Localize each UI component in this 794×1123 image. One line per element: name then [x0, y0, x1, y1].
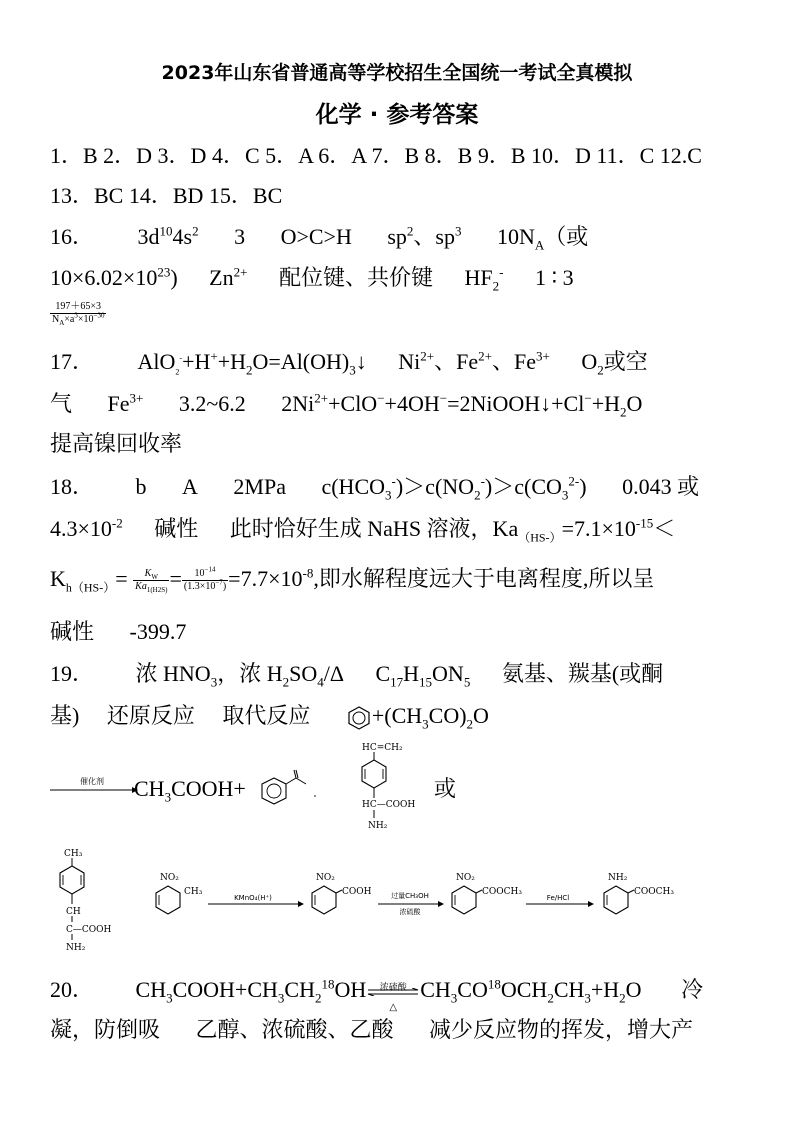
q16-config: $3d^{10}4s^2$	[137, 223, 199, 249]
svg-text:CH₃: CH₃	[184, 887, 203, 897]
svg-text:NH₂: NH₂	[66, 943, 86, 952]
svg-text:COOH: COOH	[342, 887, 372, 897]
svg-text:HC—COOH: HC—COOH	[362, 800, 416, 810]
q18-number: 18．	[50, 474, 95, 499]
q20-condition-arrow: 浓硫酸 △	[366, 978, 420, 1006]
page-subtitle: 化学 · 参考答案	[315, 102, 479, 128]
q18-line2: $4.3\times 10^{-2}$ 碱性 此时恰好生成 NaHS 溶液，$Ka_{(HS-)}=7.1\times 10^{-15}<$	[50, 515, 676, 545]
q20-line2: 凝，防倒吸 乙醇、浓硫酸、乙酸 减少反应物的挥发，增大产	[50, 1017, 694, 1042]
q19-line1: 19． 浓 $HNO_3$，浓 $H_2SO_4/\Delta$ $C_{17}H_{15}ON_5$ 氨基、羰基(或酮	[50, 661, 664, 690]
svg-text:NH₂: NH₂	[368, 821, 388, 831]
catalyst-label: 催化剂	[80, 777, 104, 786]
q16-line3	[50, 298, 106, 326]
vinyl-amino-acid-structure	[350, 740, 430, 832]
q16-electroneg: O>C>H	[280, 224, 352, 249]
q17-line1	[50, 348, 648, 376]
q17-ph-range: 3.2~6.2	[178, 391, 246, 416]
mc-answers-line2: 13．BC 14．BD 15．BC	[50, 183, 283, 208]
svg-text:COOCH₃: COOCH₃	[482, 887, 522, 897]
q17-eq1: $AlO_2^-+H^++H_2O=Al(OH)_3↓$	[137, 348, 367, 378]
acetophenone-structure	[258, 768, 318, 808]
q18-enthalpy: -399.7	[129, 619, 187, 644]
q17-o2: $O_2$或空	[581, 349, 648, 378]
q18-concentration-order: $c(HCO_3^-)>c(NO_2^-)>c(CO_3^{2-})$	[321, 473, 587, 503]
svg-text:COOCH₃: COOCH₃	[634, 887, 674, 897]
q16-bond: 配位键、共价键	[278, 265, 433, 290]
q18-line4: 碱性 -399.7	[50, 619, 187, 644]
q19-formula: $C_{17}H_{15}ON_5$	[375, 661, 471, 690]
q19-product-line: $CH_3COOH+$	[134, 776, 246, 805]
synthesis-scheme	[48, 842, 758, 952]
q16-hf: $HF_2^-$	[464, 264, 504, 294]
catalyst-arrow	[48, 770, 138, 800]
q17-number: 17．	[50, 349, 95, 374]
svg-text:Fe/HCl: Fe/HCl	[546, 894, 570, 902]
q19-number: 19．	[50, 661, 95, 686]
q19-or: 或	[434, 776, 457, 801]
q18-kh-fraction1: $\frac{K_W}{Ka_{1(H2S)}}$	[135, 568, 168, 595]
q20-line1: 20． $CH_3COOH+CH_3CH_2^{18}OH$ 浓硫酸 △ $CH_3CO^{18}OCH_2CH_3+H_2O$ 冷	[50, 976, 704, 1013]
svg-text:HC=CH₂: HC=CH₂	[362, 743, 403, 753]
svg-text:NO₂: NO₂	[316, 873, 335, 883]
q16-zn: $Zn^{2+}$	[209, 264, 248, 290]
svg-text:CH: CH	[66, 907, 81, 917]
benzene-ring-icon	[346, 705, 372, 731]
q16-hybrid: $sp^2$、$sp^3$	[387, 223, 462, 249]
q18-line3: $K_{h(HS-)}=$ $\frac{K_W}{Ka_{1(H2S)}}$ = $\frac{10^{-14}}{(1.3\times 10^{-7})}$ $=7.7\times 10^{-8}$,即水解程度远大于电离程度,所以呈	[50, 565, 655, 595]
svg-text:NO₂: NO₂	[456, 873, 475, 883]
q16-line2	[50, 264, 574, 292]
svg-text:CH₃: CH₃	[64, 849, 83, 859]
q16-density-fraction: $\frac{197+65\times 3}{N_A\times a^3\times 10^{-30}}$	[52, 301, 105, 328]
q19-line2: 基) 还原反应 取代反应 $+(CH_3CO)_2O$	[50, 703, 489, 732]
q16-na: $10N_A$（或	[496, 224, 589, 253]
page-title: 2023年山东省普通高等学校招生全国统一考试全真模拟	[161, 62, 633, 84]
q16-line1	[50, 223, 588, 251]
q16-na-value: $10\times 6.02\times 10^{23}$)	[50, 264, 178, 290]
mc-answers-line1: 1．B 2．D 3．D 4．C 5．A 6．A 7．B 8．B 9．B 10．D 11．C 12.C	[50, 143, 702, 168]
q20-equation: $CH_3COOH+CH_3CH_2^{18}OH$	[135, 976, 367, 1006]
q16-ratio: 1 ∶ 3	[534, 265, 574, 290]
svg-text:NO₂: NO₂	[160, 873, 179, 883]
q17-line2: 气 $Fe^{3+}$ 3.2~6.2 $2Ni^{2+}+ClO^-+4OH^-=2NiOOH↓+Cl^-+H_2O$	[50, 390, 643, 420]
q17-fe: $Fe^{3+}$	[107, 390, 144, 416]
q16-a2: 3	[234, 224, 246, 249]
q17-eq2: $2Ni^{2+}+ClO^-+4OH^-=2NiOOH↓+Cl^-+H_2O$	[281, 390, 643, 420]
svg-text:浓硫酸: 浓硫酸	[399, 908, 421, 916]
q17-ions: $Ni^{2+}$、$Fe^{2+}$、$Fe^{3+}$	[398, 348, 550, 374]
svg-text:过量CH₃OH: 过量CH₃OH	[391, 892, 429, 900]
q16-number: 16．	[50, 224, 95, 249]
q18-kh-fraction2: $\frac{10^{-14}}{(1.3\times 10^{-7})}$	[183, 566, 227, 593]
svg-text:KMnO₄(H⁺): KMnO₄(H⁺)	[234, 894, 272, 902]
q17-line3: 提高镍回收率	[50, 431, 183, 456]
svg-text:C—COOH: C—COOH	[66, 925, 112, 935]
q20-number: 20．	[50, 977, 95, 1002]
svg-text:NH₂: NH₂	[608, 873, 628, 883]
q18-line1: 18． b A 2MPa $c(HCO_3^-)>c(NO_2^-)>c(CO_3^{2-})$ 0.043 或	[50, 473, 700, 503]
